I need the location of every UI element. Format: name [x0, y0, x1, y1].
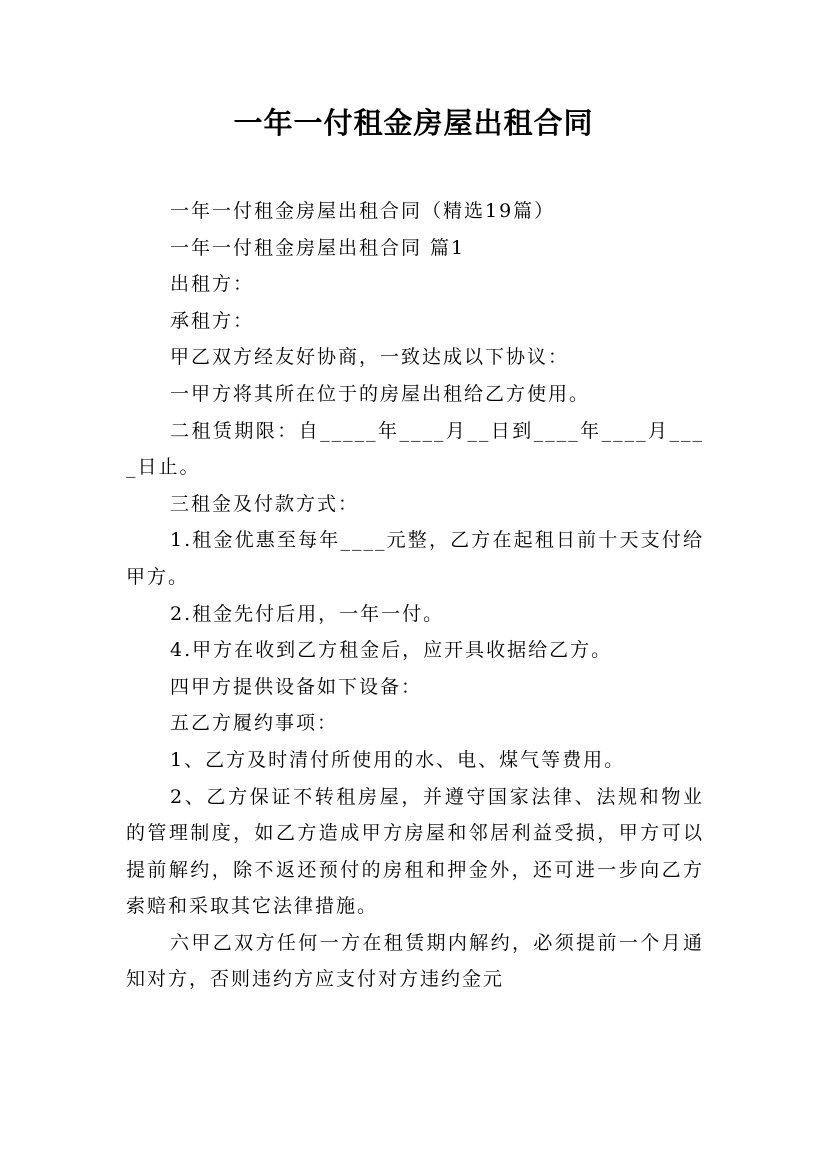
paragraph-agreement-intro: 甲乙双方经友好协商，一致达成以下协议：	[170, 346, 570, 369]
paragraph-chapter-heading: 一年一付租金房屋出租合同 篇1	[170, 236, 466, 259]
paragraph-clause-1: 一甲方将其所在位于的房屋出租给乙方使用。	[170, 382, 591, 405]
paragraph-clause-4-heading: 四甲方提供设备如下设备：	[170, 675, 423, 698]
paragraph-clause-5-heading: 五乙方履约事项：	[170, 712, 339, 735]
paragraph-clause-3-2: 2.租金先付后用，一年一付。	[170, 602, 445, 625]
paragraph-clause-5-2: 2、乙方保证不转租房屋，并遵守国家法律、法规和物业的管理制度，如乙方造成甲方房屋和邻居利益受损，甲方可以提前解约，除不返还预付的房租和押金外，还可进一步向乙方索赔和采取其它法律措施。	[126, 785, 704, 918]
document-body	[126, 193, 704, 998]
paragraph-clause-3-4: 4.甲方在收到乙方租金后，应开具收据给乙方。	[170, 639, 613, 662]
paragraph-clause-2-term: 二租赁期限：自_____年____月__日到____年____月____日止。	[126, 419, 704, 479]
paragraph-lessor: 出租方：	[170, 273, 255, 296]
paragraph-lessee: 承租方：	[170, 309, 255, 332]
paragraph-collection-heading: 一年一付租金房屋出租合同（精选19篇）	[170, 200, 556, 222]
paragraph-clause-3-1: 1.租金优惠至每年____元整，乙方在起租日前十天支付给甲方。	[126, 529, 704, 588]
paragraph-clause-6: 六甲乙双方任何一方在租赁期内解约，必须提前一个月通知对方，否则违约方应支付对方违约金元	[126, 931, 704, 991]
paragraph-clause-5-1: 1、乙方及时清付所使用的水、电、煤气等费用。	[170, 748, 626, 771]
document-title: 一年一付租金房屋出租合同	[233, 106, 594, 140]
paragraph-clause-3-heading: 三租金及付款方式：	[170, 492, 360, 515]
